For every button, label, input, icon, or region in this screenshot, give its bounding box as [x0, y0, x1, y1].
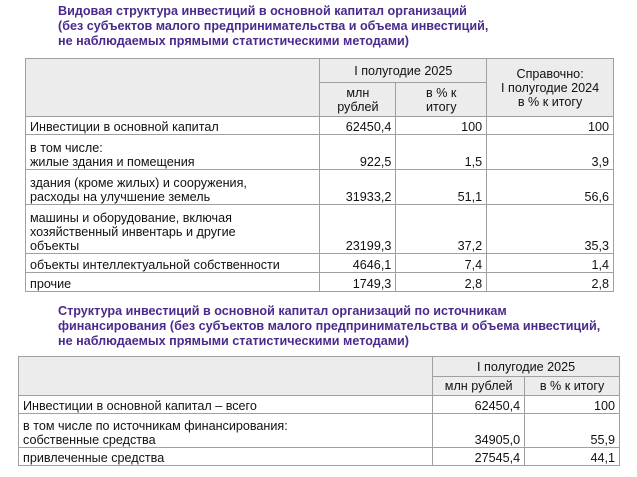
investment-type-table — [25, 58, 614, 292]
table2-header-mln-rub: млн рублей — [433, 377, 525, 396]
table-row — [26, 117, 614, 135]
row-value-pct: 100 — [396, 117, 487, 135]
row-value-pct: 1,5 — [396, 135, 487, 170]
row-label: в том числе по источникам финансирования: собственные средства — [19, 414, 433, 448]
table-row — [19, 414, 620, 448]
row-label: привлеченные средства — [19, 448, 433, 466]
row-value-ref: 3,9 — [487, 135, 614, 170]
financing-sources-table — [18, 356, 620, 466]
row-value-rub: 922,5 — [320, 135, 396, 170]
row-label: Инвестиции в основной капитал — [26, 117, 320, 135]
row-label: объекты интеллектуальной собственности — [26, 254, 320, 273]
row-label: в том числе: жилые здания и помещения — [26, 135, 320, 170]
row-value-ref: 35,3 — [487, 205, 614, 254]
row-value-rub: 31933,2 — [320, 170, 396, 205]
row-value-ref: 1,4 — [487, 254, 614, 273]
table2-header-period: I полугодие 2025 — [433, 357, 620, 377]
row-value-ref: 2,8 — [487, 273, 614, 292]
table1-header-blank — [26, 59, 320, 117]
row-value-rub: 1749,3 — [320, 273, 396, 292]
row-value-pct: 55,9 — [525, 414, 620, 448]
row-label: машины и оборудование, включая хозяйственный инвентарь и другие объекты — [26, 205, 320, 254]
table-row — [26, 135, 614, 170]
row-value-pct: 37,2 — [396, 205, 487, 254]
table-row — [19, 448, 620, 466]
table1-header-mln-rub: млн рублей — [320, 83, 396, 117]
row-value-pct: 44,1 — [525, 448, 620, 466]
table-row — [26, 254, 614, 273]
row-value-rub: 4646,1 — [320, 254, 396, 273]
table1-header-percent: в % к итогу — [396, 83, 487, 117]
table-row — [26, 170, 614, 205]
table1-header-reference: Справочно: I полугодие 2024 в % к итогу — [487, 59, 614, 117]
row-label: Инвестиции в основной капитал – всего — [19, 396, 433, 414]
table2-header-percent: в % к итогу — [525, 377, 620, 396]
table1-header-period: I полугодие 2025 — [320, 59, 487, 83]
row-value-pct: 7,4 — [396, 254, 487, 273]
row-value-pct: 2,8 — [396, 273, 487, 292]
row-value-ref: 56,6 — [487, 170, 614, 205]
row-value-rub: 27545,4 — [433, 448, 525, 466]
row-label: здания (кроме жилых) и сооружения, расходы на улучшение земель — [26, 170, 320, 205]
section2-title: Структура инвестиций в основной капитал организаций по источникам финансирования (без субъектов малого предпринимательства и объема инвестиций, не наблюдаемых прямыми статистическими методами) — [58, 304, 601, 348]
table-row — [26, 205, 614, 254]
row-value-ref: 100 — [487, 117, 614, 135]
row-value-pct: 100 — [525, 396, 620, 414]
row-label: прочие — [26, 273, 320, 292]
row-value-rub: 62450,4 — [320, 117, 396, 135]
row-value-rub: 62450,4 — [433, 396, 525, 414]
table-row — [19, 396, 620, 414]
row-value-rub: 34905,0 — [433, 414, 525, 448]
table2-header-blank — [19, 357, 433, 396]
section1-title: Видовая структура инвестиций в основной капитал организаций (без субъектов малого предпринимательства и объема инвестиций, не наблюдаемых прямыми статистическими методами) — [58, 4, 489, 48]
row-value-rub: 23199,3 — [320, 205, 396, 254]
row-value-pct: 51,1 — [396, 170, 487, 205]
table-row — [26, 273, 614, 292]
